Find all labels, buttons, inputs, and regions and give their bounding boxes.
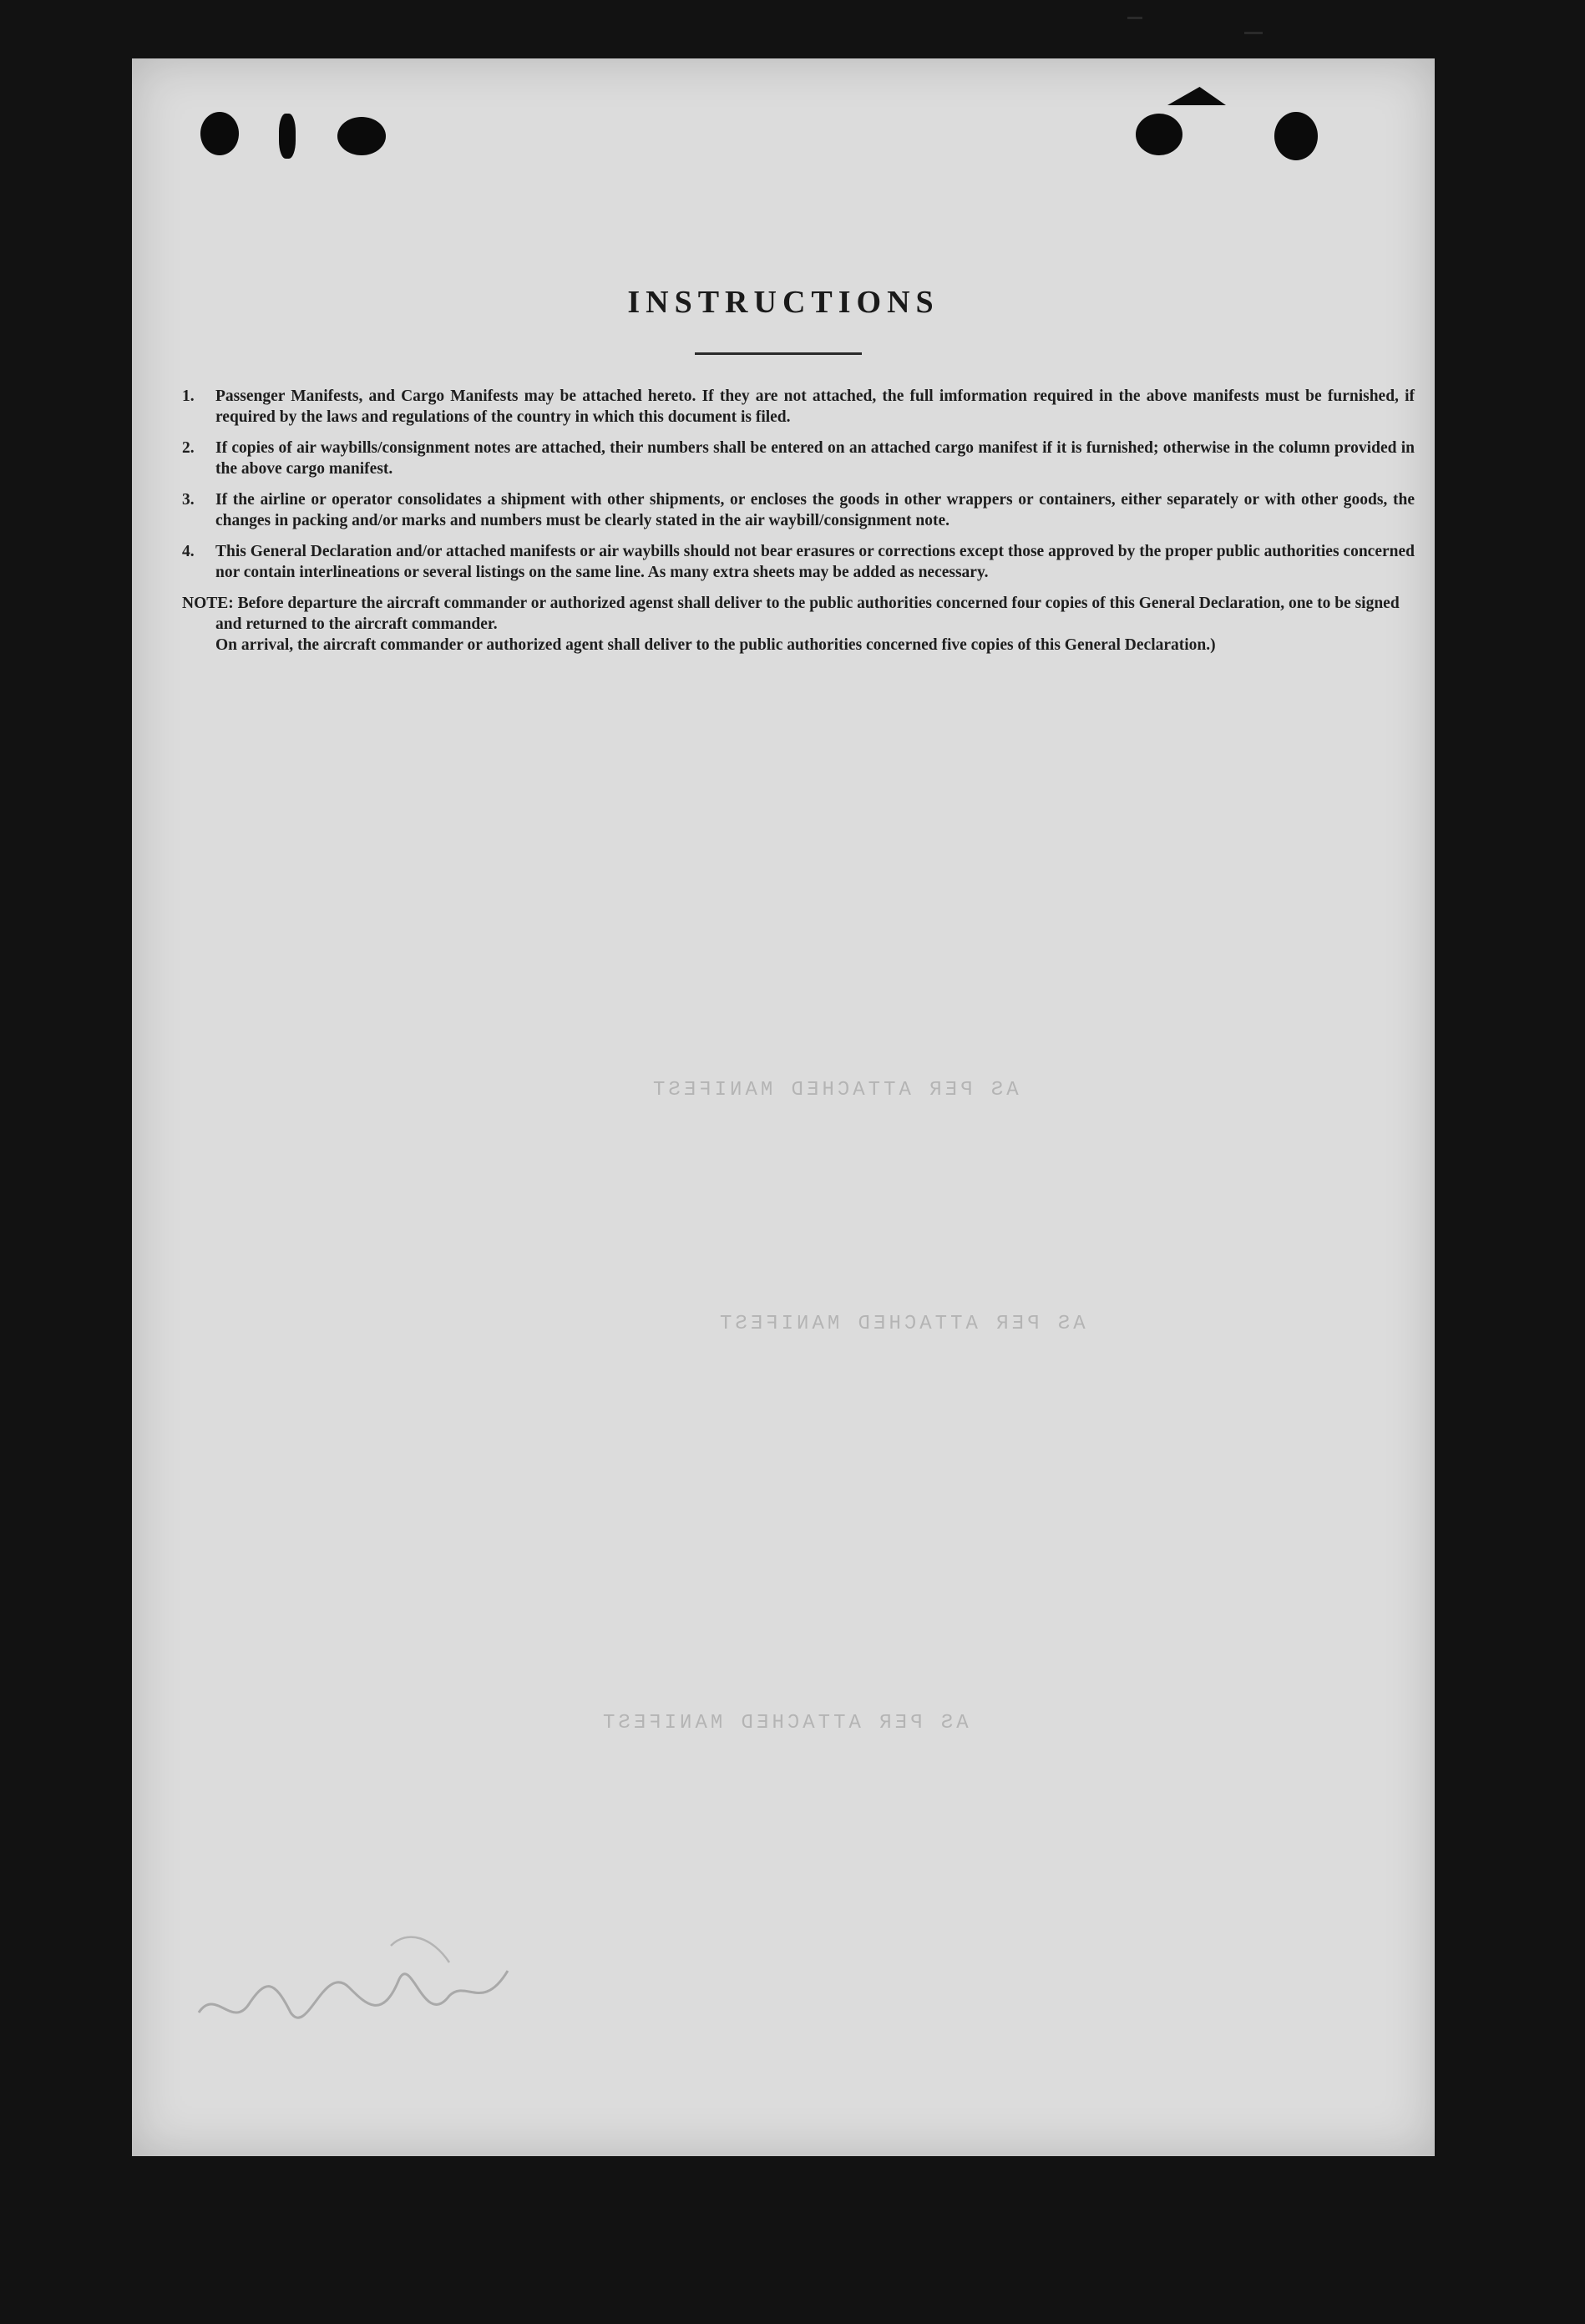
instruction-item: [182, 489, 1415, 531]
bleed-through-text: AS PER ATTACHED MANIFEST: [600, 1712, 969, 1734]
note-departure-text: Before departure the aircraft commander or authorized agenst shall deliver to the public authorities concerned four copies of this General Declaration, one to be signed and returned to the aircraft commander.: [215, 595, 1400, 633]
instruction-number: 2.: [182, 439, 195, 457]
punch-hole-right-2: [1274, 112, 1318, 160]
bleed-through-text: AS PER ATTACHED MANIFEST: [650, 1079, 1019, 1101]
instruction-number: 4.: [182, 543, 195, 560]
scan-speck: [1244, 32, 1263, 34]
instructions-list: [182, 386, 1415, 656]
bleed-through-text: AS PER ATTACHED MANIFEST: [717, 1313, 1086, 1335]
signature-bleed-through: [182, 1912, 533, 2046]
document-sheet: [132, 58, 1435, 2156]
title-underline: [695, 352, 862, 355]
note-label: NOTE:: [182, 595, 234, 612]
instruction-text: If the airline or operator consolidates a shipment with other shipments, or encloses the goods in other wrappers or containers, either separately or with other goods, the changes in packing and/or marks and numbers must be clearly stated in the air waybill/consignment note.: [215, 491, 1415, 529]
instruction-item: [182, 386, 1415, 428]
scan-speck: [1127, 17, 1142, 19]
punch-hole-left-3: [337, 117, 386, 155]
instruction-item: [182, 541, 1415, 583]
page-title: INSTRUCTIONS: [627, 285, 939, 320]
note-block: [182, 593, 1415, 656]
instruction-number: 1.: [182, 387, 195, 405]
instruction-text: Passenger Manifests, and Cargo Manifests may be attached hereto. If they are not attached, the full imformation required in the above manifests must be furnished, if required by the laws and regulations of the country in which this document is filed.: [215, 387, 1415, 426]
instruction-number: 3.: [182, 491, 195, 509]
punch-hole-left-2: [279, 114, 296, 159]
instruction-item: [182, 438, 1415, 479]
instruction-text: If copies of air waybills/consignment notes are attached, their numbers shall be entered on an attached cargo manifest if it is furnished; otherwise in the column provided in the above cargo manifest.: [215, 439, 1415, 478]
note-departure: [182, 593, 1415, 635]
instruction-text: This General Declaration and/or attached manifests or air waybills should not bear erasures or corrections except those approved by the proper public authorities concerned nor contain interlineations or several listings on the same line. As many extra sheets may be added as necessary.: [215, 543, 1415, 581]
note-arrival: On arrival, the aircraft commander or authorized agent shall deliver to the public authorities concerned five copies of this General Declaration.): [215, 636, 1216, 654]
paper-tear: [1167, 87, 1226, 105]
punch-hole-left-1: [200, 112, 239, 155]
punch-hole-right-1: [1136, 114, 1182, 155]
